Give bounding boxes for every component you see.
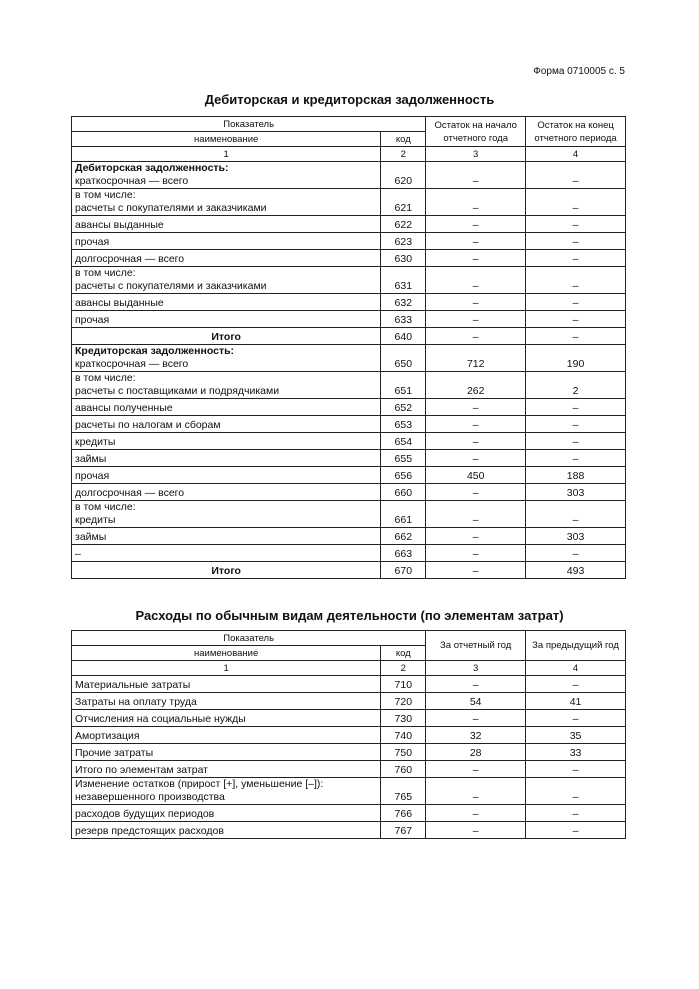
row-code: 730 [381, 710, 426, 727]
expenses-by-element-title: Расходы по обычным видам деятельности (по элементам затрат) [135, 608, 564, 623]
row-label: расходов будущих периодов [72, 805, 381, 822]
row-value-previous: – [526, 778, 626, 805]
row-label: займы [72, 450, 381, 467]
row-value-end: – [526, 545, 626, 562]
row-label: Итого [72, 562, 381, 579]
row-label: долгосрочная — всего [72, 250, 381, 267]
expenses-by-element-table [71, 630, 626, 839]
row-label: долгосрочная — всего [72, 484, 381, 501]
table-row [72, 399, 626, 416]
table-row [72, 727, 626, 744]
row-value-start: – [426, 450, 526, 467]
row-label: Итого [72, 328, 381, 345]
header-num-1: 1 [72, 147, 381, 162]
row-label: расчеты по налогам и сборам [72, 416, 381, 433]
row-value-end: 303 [526, 484, 626, 501]
row-code: 631 [381, 267, 426, 294]
row-code: 750 [381, 744, 426, 761]
table-row [72, 805, 626, 822]
row-code: 630 [381, 250, 426, 267]
table-row [72, 233, 626, 250]
row-value-previous: 35 [526, 727, 626, 744]
header-num-1: 1 [72, 661, 381, 676]
row-label: в том числе: расчеты с поставщиками и подрядчиками [72, 372, 381, 399]
row-label: прочая [72, 467, 381, 484]
row-code: 654 [381, 433, 426, 450]
row-label: займы [72, 528, 381, 545]
row-code: 760 [381, 761, 426, 778]
header-indicator: Показатель [72, 117, 426, 132]
row-code: 621 [381, 189, 426, 216]
row-value-end: – [526, 433, 626, 450]
row-value-previous: – [526, 805, 626, 822]
row-label: авансы выданные [72, 216, 381, 233]
row-label: Материальные затраты [72, 676, 381, 693]
row-value-end: – [526, 311, 626, 328]
row-value-current: – [426, 676, 526, 693]
row-value-start: – [426, 189, 526, 216]
row-value-end: 188 [526, 467, 626, 484]
row-value-end: – [526, 416, 626, 433]
table-row [72, 545, 626, 562]
header-name: наименование [72, 646, 381, 661]
table-row [72, 501, 626, 528]
row-code: 655 [381, 450, 426, 467]
row-code: 640 [381, 328, 426, 345]
table-row [72, 676, 626, 693]
table-row [72, 216, 626, 233]
table-row [72, 778, 626, 805]
row-value-end: – [526, 267, 626, 294]
header-num-4: 4 [526, 661, 626, 676]
row-value-end: 2 [526, 372, 626, 399]
row-code: 662 [381, 528, 426, 545]
row-code: 650 [381, 345, 426, 372]
row-value-start: – [426, 294, 526, 311]
row-code: 623 [381, 233, 426, 250]
row-value-start: – [426, 545, 526, 562]
row-value-start: – [426, 216, 526, 233]
row-code: 622 [381, 216, 426, 233]
row-label: Амортизация [72, 727, 381, 744]
row-value-start: – [426, 250, 526, 267]
row-value-start: – [426, 562, 526, 579]
table-row [72, 433, 626, 450]
row-value-end: 493 [526, 562, 626, 579]
receivables-payables-title: Дебиторская и кредиторская задолженность [204, 92, 495, 107]
row-value-end: – [526, 450, 626, 467]
row-value-previous: 41 [526, 693, 626, 710]
row-code: 632 [381, 294, 426, 311]
row-code: 652 [381, 399, 426, 416]
row-value-start: – [426, 416, 526, 433]
row-value-start: – [426, 501, 526, 528]
row-code: 620 [381, 162, 426, 189]
row-value-start: – [426, 233, 526, 250]
row-code: 766 [381, 805, 426, 822]
row-label: Итого по элементам затрат [72, 761, 381, 778]
row-value-end: – [526, 399, 626, 416]
row-code: 663 [381, 545, 426, 562]
header-name: наименование [72, 132, 381, 147]
row-value-start: – [426, 311, 526, 328]
row-label: авансы выданные [72, 294, 381, 311]
row-value-previous: – [526, 710, 626, 727]
row-value-current: – [426, 805, 526, 822]
table-row [72, 416, 626, 433]
header-num-4: 4 [526, 147, 626, 162]
row-code: 653 [381, 416, 426, 433]
row-code: 660 [381, 484, 426, 501]
row-label: прочая [72, 311, 381, 328]
table-row [72, 311, 626, 328]
row-value-end: 303 [526, 528, 626, 545]
row-value-current: 54 [426, 693, 526, 710]
row-value-end: – [526, 294, 626, 311]
header-num-2: 2 [381, 661, 426, 676]
row-value-previous: – [526, 676, 626, 693]
row-value-end: – [526, 501, 626, 528]
row-value-start: 262 [426, 372, 526, 399]
table-row [72, 744, 626, 761]
header-num-3: 3 [426, 661, 526, 676]
row-label: в том числе: расчеты с покупателями и заказчиками [72, 189, 381, 216]
row-value-previous: 33 [526, 744, 626, 761]
table-row [72, 345, 626, 372]
row-label: авансы полученные [72, 399, 381, 416]
row-label: в том числе: расчеты с покупателями и заказчиками [72, 267, 381, 294]
row-value-current: – [426, 761, 526, 778]
row-value-start: – [426, 433, 526, 450]
row-label: Изменение остатков (прирост [+], уменьшение [–]): незавершенного производства [72, 778, 381, 805]
header-col3: Остаток на начало отчетного года [426, 117, 526, 147]
row-code: 656 [381, 467, 426, 484]
header-col4: Остаток на конец отчетного периода [526, 117, 626, 147]
row-value-start: – [426, 267, 526, 294]
table-row-total [72, 328, 626, 345]
header-indicator: Показатель [72, 631, 426, 646]
header-code: код [381, 646, 426, 661]
row-value-end: – [526, 216, 626, 233]
row-label: в том числе: кредиты [72, 501, 381, 528]
row-label: Кредиторская задолженность: краткосрочная — всего [72, 345, 381, 372]
row-label: Отчисления на социальные нужды [72, 710, 381, 727]
form-reference: Форма 0710005 с. 5 [533, 66, 625, 77]
row-value-start: 450 [426, 467, 526, 484]
row-value-end: – [526, 189, 626, 216]
table-row [72, 294, 626, 311]
row-value-end: – [526, 250, 626, 267]
row-code: 661 [381, 501, 426, 528]
table-row [72, 710, 626, 727]
row-value-current: 28 [426, 744, 526, 761]
table-row [72, 250, 626, 267]
row-code: 670 [381, 562, 426, 579]
table-row [72, 484, 626, 501]
row-label: Затраты на оплату труда [72, 693, 381, 710]
row-label: – [72, 545, 381, 562]
row-value-start: – [426, 162, 526, 189]
row-label: прочая [72, 233, 381, 250]
row-value-previous: – [526, 822, 626, 839]
row-code: 767 [381, 822, 426, 839]
header-code: код [381, 132, 426, 147]
table-row-total [72, 562, 626, 579]
table-row [72, 467, 626, 484]
row-value-previous: – [526, 761, 626, 778]
row-value-current: 32 [426, 727, 526, 744]
row-value-end: – [526, 328, 626, 345]
table-row [72, 450, 626, 467]
row-code: 720 [381, 693, 426, 710]
table-row [72, 267, 626, 294]
row-label: Прочие затраты [72, 744, 381, 761]
row-value-start: – [426, 484, 526, 501]
row-value-current: – [426, 710, 526, 727]
row-code: 765 [381, 778, 426, 805]
table-row [72, 761, 626, 778]
table-row [72, 528, 626, 545]
header-col3: За отчетный год [426, 631, 526, 661]
table-row [72, 822, 626, 839]
row-code: 651 [381, 372, 426, 399]
header-num-3: 3 [426, 147, 526, 162]
row-label: кредиты [72, 433, 381, 450]
row-code: 633 [381, 311, 426, 328]
row-code: 740 [381, 727, 426, 744]
header-num-2: 2 [381, 147, 426, 162]
table-row [72, 372, 626, 399]
table-row [72, 189, 626, 216]
table-row [72, 693, 626, 710]
row-value-start: – [426, 399, 526, 416]
row-value-end: – [526, 162, 626, 189]
row-value-start: – [426, 328, 526, 345]
header-col4: За предыдущий год [526, 631, 626, 661]
row-value-end: – [526, 233, 626, 250]
row-value-current: – [426, 822, 526, 839]
row-label: Дебиторская задолженность: краткосрочная — всего [72, 162, 381, 189]
row-value-start: 712 [426, 345, 526, 372]
receivables-payables-table [71, 116, 626, 579]
row-value-start: – [426, 528, 526, 545]
row-value-current: – [426, 778, 526, 805]
row-label: резерв предстоящих расходов [72, 822, 381, 839]
table-row [72, 162, 626, 189]
row-value-end: 190 [526, 345, 626, 372]
row-code: 710 [381, 676, 426, 693]
